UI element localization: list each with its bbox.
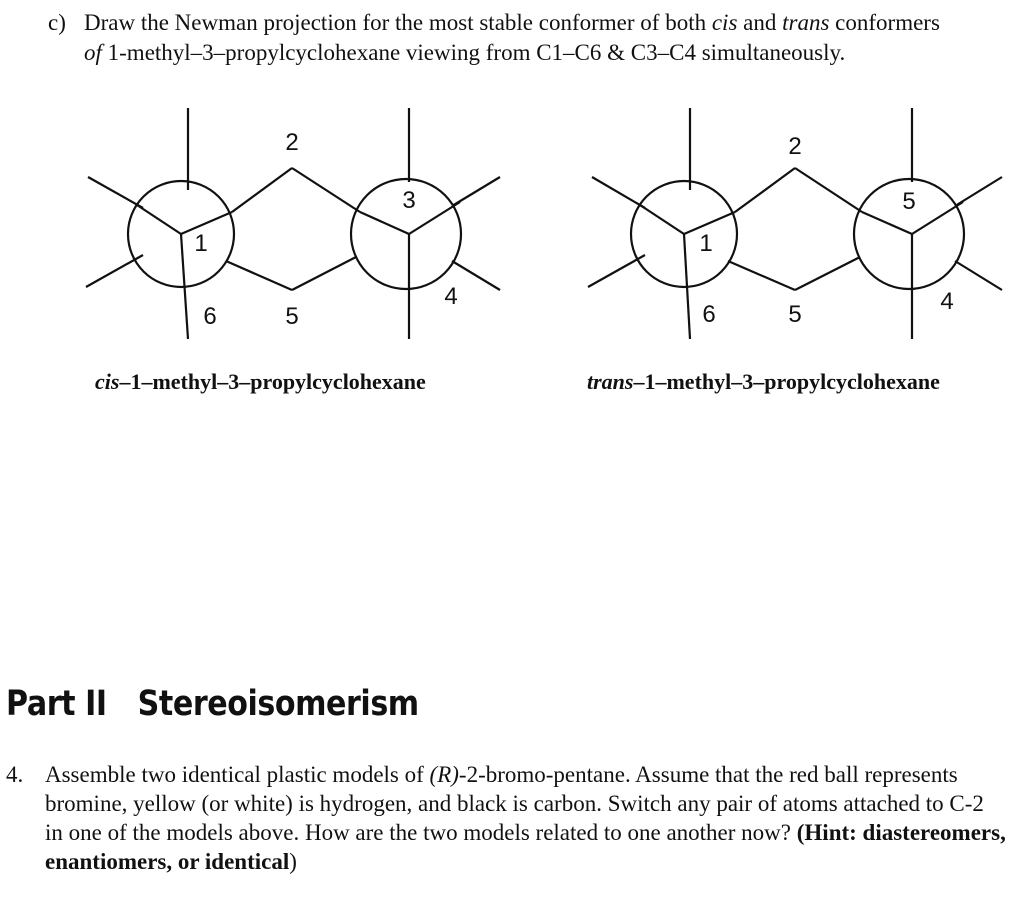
newman-projections-diagram: [0, 100, 1024, 360]
question-c-text: [84, 8, 948, 68]
qc-text-2: conformers: [829, 10, 940, 35]
cis-label-c2: 2: [285, 129, 299, 156]
part-heading: [6, 684, 419, 724]
cis-caption-italic: cis: [95, 369, 120, 394]
cis-label-c4: 4: [444, 283, 458, 310]
cis-front1-upleft-bond: [88, 177, 143, 208]
cis-caption: [95, 369, 426, 395]
trans-caption: [587, 369, 940, 395]
qc-trans: trans: [782, 10, 830, 35]
trans-ring-bond-5-4: [795, 257, 860, 290]
q4-text-1: Assemble two identical plastic models of: [45, 762, 430, 787]
trans-ring-bond-1-2: [735, 168, 795, 212]
trans-ring-bond-6-5: [728, 261, 795, 290]
qc-and: and: [737, 10, 783, 35]
cis-c3-inner-bond-a: [360, 212, 409, 234]
cis-ring-bond-2-3: [292, 168, 360, 212]
question-c-label: c): [48, 10, 66, 35]
cis-label-c6: 6: [203, 303, 217, 330]
cis-caption-rest: –1–methyl–3–propylcyclohexane: [119, 369, 426, 394]
cis-c1-inner-bond-a: [137, 205, 181, 234]
trans-label-c2: 2: [788, 133, 802, 160]
question-4: [6, 760, 1006, 876]
trans-c3-downright-bond: [955, 261, 1002, 290]
cis-label-c5: 5: [285, 303, 299, 330]
trans-c3-inner-bond-a: [862, 212, 912, 234]
question-c: [48, 8, 948, 68]
question-4-number: 4.: [6, 762, 24, 787]
q4-r-config: (R): [429, 762, 459, 787]
trans-label-c6: 6: [702, 301, 716, 328]
q4-text-2: -2-bromo-pentane. Assume that the red ball represents bromine, yellow (or white) is hydrogen, and black is carbon. Switch any pair of atoms attached to C-2 in one of the models above. How are the two models related to one another now?: [45, 762, 984, 845]
cis-ring-bond-1-2: [232, 168, 292, 212]
q4-close: ): [289, 849, 297, 874]
trans-caption-italic: trans: [587, 369, 634, 394]
trans-caption-rest: –1–methyl–3–propylcyclohexane: [633, 369, 940, 394]
q4-hint: (Hint: diastereomers, enantiomers, or identical: [45, 820, 1006, 874]
cis-c3-inner-bond-b: [409, 202, 460, 234]
qc-of: of: [84, 40, 102, 65]
qc-text-3: 1-methyl–3–propylcyclohexane viewing from C1–C6 & C3–C4 simultaneously.: [101, 40, 846, 65]
qc-text-1: Draw the Newman projection for the most stable conformer of both: [84, 10, 712, 35]
question-4-text: [45, 760, 1006, 876]
trans-c3-inner-bond-b: [912, 202, 963, 234]
trans-c1-inner-bond-a: [640, 205, 684, 234]
part-title: Stereoisomerism: [137, 684, 419, 724]
trans-label-c4: 4: [940, 288, 954, 315]
cis-label-c3: 3: [402, 187, 416, 214]
trans-ring-bond-2-3: [795, 168, 862, 212]
cis-label-c1: 1: [194, 230, 208, 257]
trans-label-c5-top: 5: [902, 188, 916, 215]
trans-label-c5: 5: [788, 301, 802, 328]
qc-cis: cis: [711, 10, 738, 35]
cis-ring-bond-6-5: [226, 261, 292, 290]
cis-c3-downright-bond: [452, 261, 500, 290]
part-label: Part II: [6, 684, 107, 724]
trans-front1-upleft-bond: [592, 177, 645, 208]
cis-ring-bond-5-4: [292, 257, 356, 290]
trans-label-c1: 1: [699, 230, 713, 257]
